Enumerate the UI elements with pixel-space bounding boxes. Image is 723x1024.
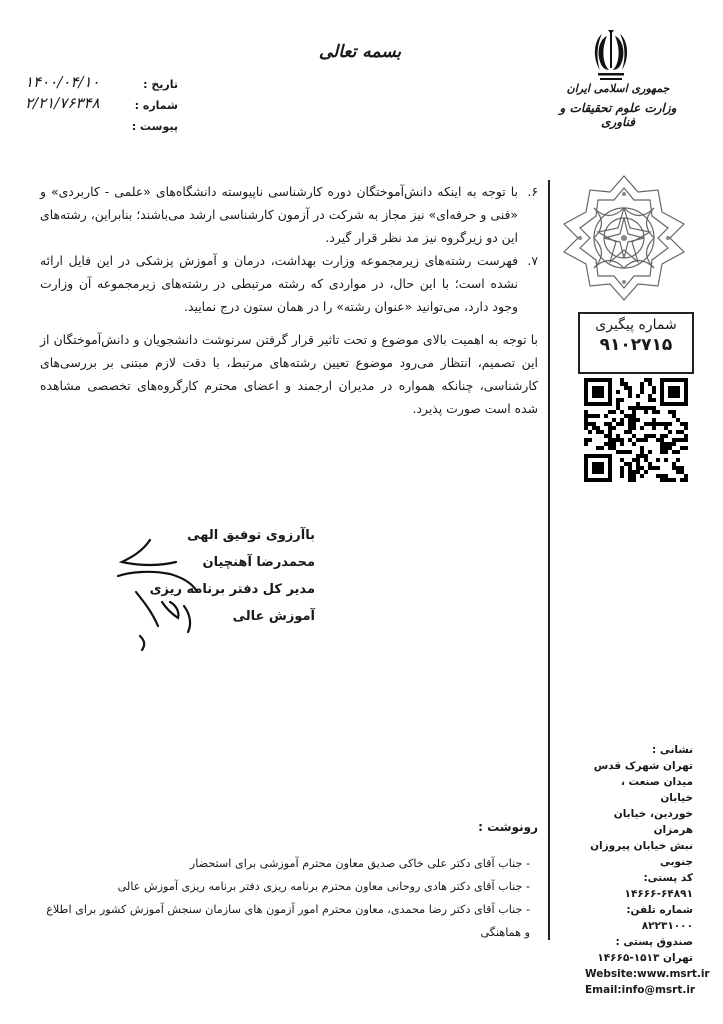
number-label: شماره : bbox=[134, 99, 178, 112]
handwritten-signature-icon bbox=[100, 532, 210, 652]
attachment-row bbox=[18, 112, 178, 133]
vertical-divider bbox=[548, 180, 550, 940]
list-item bbox=[40, 180, 538, 249]
ministry-header bbox=[548, 82, 688, 129]
closing-paragraph: با توجه به اهمیت بالای موضوع و تحت تاثیر قرار گرفتن سرنوشت دانشجویان و دانش‌آموختگان از این تصمیم، انتظار می‌رود موضوع تعیین رشته‌های مرتبط، با دقت لازم مبتنی بر بررسی‌های کارشناسی، چنانکه همواره در مدیران ارجمند و اعضای محترم کارگروه‌های تخصصی مشاهده شده است صورت پذیرد. bbox=[40, 332, 538, 416]
tracking-number: ۹۱۰۲۷۱۵ bbox=[599, 335, 673, 355]
letter-meta bbox=[18, 70, 178, 133]
list-item bbox=[40, 249, 538, 318]
decorative-ornament-icon bbox=[558, 172, 690, 304]
bismillah-heading: بسمه تعالی bbox=[318, 42, 402, 62]
ministry-name: وزارت علوم تحقیقات و فناوری bbox=[559, 101, 677, 129]
attachment-label: پیوست : bbox=[131, 120, 178, 133]
list-item-text: فهرست رشته‌های زیرمجموعه وزارت بهداشت، درمان و آموزش پزشکی در این فایل ارائه نشده است؛ با این حال، در مواردی که رشته مرتبطی در رشته‌های زیرمجموعه آن وزارت وجود دارد، می‌توانید «عنوان رشته» را در همان ستون درج نمایید. bbox=[40, 253, 518, 314]
cc-list bbox=[40, 852, 530, 944]
number-value: ۲/۲۱/۷۶۳۴۸ bbox=[25, 94, 100, 112]
tracking-number-box bbox=[578, 312, 694, 374]
website-link[interactable]: Website:www.msrt.ir bbox=[585, 968, 710, 980]
date-label: تاریخ : bbox=[143, 78, 178, 91]
cc-title: رونوشت : bbox=[478, 820, 538, 834]
address-line: تهران شهرک قدس bbox=[593, 760, 693, 772]
address-line: خوردین، خیابان هرمزان bbox=[613, 808, 693, 836]
signatory-title: مدیر کل دفتر برنامه ریزی آموزش عالی bbox=[149, 582, 315, 624]
postal-code: کد پستی: ۶۴۸۹۱-۱۴۶۶۶ bbox=[624, 872, 693, 900]
list-item-number: ۶. bbox=[527, 184, 538, 199]
tracking-label: شماره پیگیری bbox=[595, 317, 677, 333]
date-value: ۱۴۰۰/۰۴/۱۰ bbox=[25, 73, 100, 91]
address-line: میدان صنعت ، خیابان bbox=[620, 776, 693, 804]
email-link[interactable]: Email:info@msrt.ir bbox=[585, 984, 696, 996]
po-box-label: صندوق پستی : bbox=[615, 936, 693, 948]
address-line: نبش خیابان پیروزان جنوبی bbox=[590, 840, 693, 868]
qr-code-icon bbox=[584, 378, 688, 482]
po-box: تهران ۱۵۱۳-۱۴۶۶۵ bbox=[597, 952, 693, 964]
letter-body bbox=[40, 180, 538, 420]
cc-item: - جناب آقای دکتر هادی روحانی معاون محترم برنامه ریزی دفتر برنامه ریزی آموزش عالی bbox=[117, 880, 530, 893]
cc-item: - جناب آقای دکتر علی خاکی صدیق معاون محترم آموزشی برای استحضار bbox=[189, 857, 530, 870]
iran-emblem-icon bbox=[588, 28, 632, 84]
list-item-text: با توجه به اینکه دانش‌آموختگان دوره کارشناسی ناپیوسته دانشگاه‌های «علمی - کاربردی» و «فنی و حرفه‌ای» نیز مجاز به شرکت در آزمون کارشناسی ارشد می‌باشند؛ بنابراین، رشته‌های این دو زیرگروه نیز مد نظر قرار گیرد. bbox=[40, 184, 518, 245]
date-row bbox=[18, 70, 178, 91]
signatory-name: محمدرضا آهنچیان bbox=[202, 555, 315, 570]
address-label: نشانی : bbox=[652, 744, 693, 756]
closing-greeting: باآرزوی توفیق الهی bbox=[187, 528, 315, 543]
phone-number: شماره تلفن: ۸۲۲۳۱۰۰۰ bbox=[626, 904, 693, 932]
list-item-number: ۷. bbox=[527, 253, 538, 268]
cc-item: - جناب آقای دکتر رضا محمدی، معاون محترم امور آزمون های سازمان سنجش آموزش کشور برای اطلاع و هماهنگی bbox=[46, 903, 530, 939]
number-row bbox=[18, 91, 178, 112]
government-name: جمهوری اسلامی ایران bbox=[566, 82, 670, 95]
ministry-address bbox=[585, 742, 710, 998]
